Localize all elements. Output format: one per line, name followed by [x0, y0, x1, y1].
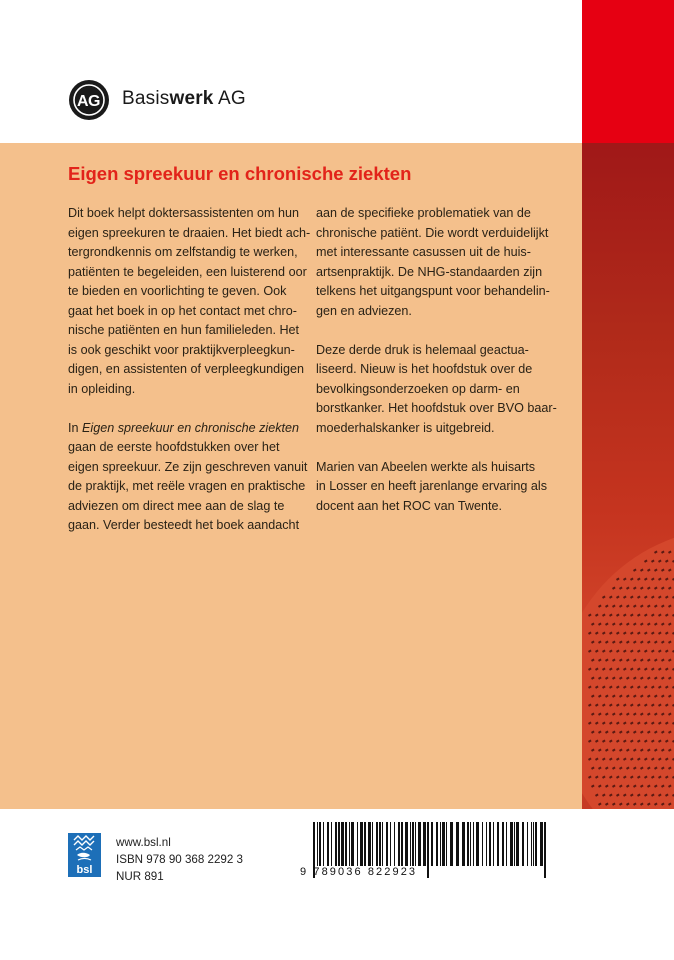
barcode-bar — [317, 822, 318, 866]
header-area — [0, 0, 582, 143]
barcode-bar — [510, 822, 513, 866]
barcode-bar — [405, 822, 408, 866]
text-line: gen en adviezen. — [316, 303, 412, 318]
barcode-bar — [489, 822, 491, 866]
barcode-bar — [486, 822, 487, 866]
barcode-bar — [335, 822, 337, 866]
barcode-bar — [319, 822, 321, 866]
text-line: met interessante casussen uit de huis- — [316, 245, 531, 259]
text-line: aan de specifieke problematiek van de — [316, 206, 531, 220]
brand-suffix: AG — [213, 88, 246, 109]
brand-bold: werk — [169, 88, 214, 109]
left-text-column — [68, 204, 311, 555]
text-line: liseerd. Nieuw is het hoofdstuk over de — [316, 362, 533, 376]
text-line: telkens het uitgangspunt voor behandelin- — [316, 284, 550, 298]
barcode-bar — [540, 822, 543, 866]
book-title-italic: Eigen spreekuur en chronische ziekten — [82, 420, 300, 435]
barcode-bar — [544, 822, 546, 878]
series-brand — [122, 88, 246, 110]
left-paragraph-1 — [68, 204, 311, 399]
barcode-bar — [360, 822, 363, 866]
barcode-bar — [456, 822, 459, 866]
barcode-bar — [482, 822, 483, 866]
barcode-bar — [527, 822, 528, 866]
barcode-bar — [364, 822, 366, 866]
text-line: moederhalskanker is uitgebreid. — [316, 420, 495, 435]
bsl-logo-icon — [68, 833, 101, 877]
barcode-bar — [410, 822, 411, 866]
text-line: gaat het boek in op het contact met chro- — [68, 303, 297, 318]
barcode-bar — [506, 822, 507, 866]
text-line: Dit boek helpt doktersassistenten om hun — [68, 206, 300, 220]
barcode-bar — [497, 822, 499, 866]
barcode-bar — [327, 822, 329, 866]
barcode-bar — [412, 822, 414, 866]
right-paragraph-1 — [316, 204, 556, 321]
svg-text:A: A — [77, 93, 89, 110]
barcode-bar — [516, 822, 519, 866]
text-line: eigen spreekuren te draaien. Het biedt ach- — [68, 225, 311, 240]
barcode-bar — [531, 822, 532, 866]
nur-code: NUR 891 — [116, 870, 164, 883]
barcode-bar — [431, 822, 433, 866]
barcode-bar — [533, 822, 534, 866]
text-line: gaan de eerste hoofdstukken over het — [68, 440, 280, 454]
book-title: Eigen spreekuur en chronische ziekten — [68, 163, 412, 184]
barcode-bar — [436, 822, 438, 866]
barcode-bar — [442, 822, 445, 866]
right-paragraph-3 — [316, 458, 556, 517]
barcode-bar — [390, 822, 391, 866]
barcode-bar — [535, 822, 537, 866]
barcode-bar — [473, 822, 474, 866]
text-line: te bieden en voorlichting te geven. Ook — [68, 284, 287, 298]
text-prefix: In — [68, 420, 83, 435]
barcode-bar — [351, 822, 354, 866]
barcode-bar — [446, 822, 447, 866]
barcode-digits: 9 789036 822923 — [300, 866, 418, 878]
brand-regular: Basis — [122, 88, 170, 109]
text-line: Marien van Abeelen werkte als huisarts — [316, 459, 536, 474]
barcode-bar — [423, 822, 426, 866]
barcode-bar — [502, 822, 504, 866]
barcode-bar — [338, 822, 340, 866]
text-line: tergrondkennis om zelfstandig te werken, — [68, 245, 298, 259]
text-line: docent aan het ROC van Twente. — [316, 498, 502, 513]
svg-text:G: G — [88, 93, 101, 110]
text-line: artsenpraktijk. De NHG-standaarden zijn — [316, 264, 543, 279]
barcode-bar — [349, 822, 350, 866]
text-line: in Losser en heeft jarenlange ervaring als — [316, 479, 548, 493]
barcode-bar — [415, 822, 416, 866]
barcode-bar — [345, 822, 347, 866]
texture-pattern — [582, 143, 674, 809]
text-line: nische patiënten en hun familieleden. Het — [68, 323, 300, 337]
barcode-bar — [476, 822, 479, 866]
text-line: patiënten te begeleiden, een luisterend oor — [68, 264, 307, 279]
barcode-bar — [470, 822, 471, 866]
ag-monogram-icon — [68, 79, 110, 121]
barcode-bar — [401, 822, 403, 866]
publisher-url[interactable]: www.bsl.nl — [116, 836, 171, 849]
barcode-bar — [376, 822, 378, 866]
textured-ball-image — [582, 143, 674, 809]
text-line: is ook geschikt voor praktijkverpleegkun- — [68, 342, 295, 357]
barcode-bar — [357, 822, 358, 866]
text-line: gaan. Verder besteedt het boek aandacht — [68, 518, 300, 532]
publisher-info — [116, 834, 243, 885]
barcode-bar — [341, 822, 344, 866]
barcode-bar — [514, 822, 515, 866]
barcode-bar — [331, 822, 332, 866]
text-line: eigen spreekuur. Ze zijn geschreven vanuit — [68, 459, 308, 474]
barcode-bar — [427, 822, 429, 878]
barcode-bar — [440, 822, 441, 866]
text-line: borstkanker. Het hoofdstuk over BVO baar- — [316, 401, 557, 415]
barcode-bar — [450, 822, 453, 866]
text-line: digen, en assistenten of verpleegkundigen — [68, 362, 304, 376]
barcode-bar — [522, 822, 524, 866]
text-line — [68, 419, 308, 439]
bsl-logo-text: bsl — [76, 864, 93, 876]
text-line: adviezen om direct mee aan de slag te — [68, 498, 285, 513]
barcode-bar — [462, 822, 465, 866]
text-line: de praktijk, met reële vragen en praktische — [68, 479, 306, 493]
text-line: chronische patiënt. Die wordt verduidelijkt — [316, 225, 549, 240]
text-line: bevolkingsonderzoeken op darm- en — [316, 381, 520, 396]
left-paragraph-2 — [68, 419, 308, 536]
red-accent-band — [582, 0, 674, 143]
barcode-bar — [368, 822, 371, 866]
right-paragraph-2 — [316, 341, 556, 439]
barcode-bar — [493, 822, 494, 866]
barcode-bar — [398, 822, 400, 866]
isbn-number: ISBN 978 90 368 2292 3 — [116, 853, 243, 866]
barcode-bar — [418, 822, 421, 866]
barcode-bar — [323, 822, 324, 866]
text-line: in opleiding. — [68, 381, 136, 396]
text-line: Deze derde druk is helemaal geactua- — [316, 342, 529, 357]
barcode-bar — [394, 822, 395, 866]
right-text-column — [316, 204, 556, 536]
barcode-bar — [382, 822, 383, 866]
barcode-bar — [467, 822, 469, 866]
barcode-bar — [379, 822, 381, 866]
barcode-bar — [386, 822, 388, 866]
barcode-bar — [372, 822, 373, 866]
